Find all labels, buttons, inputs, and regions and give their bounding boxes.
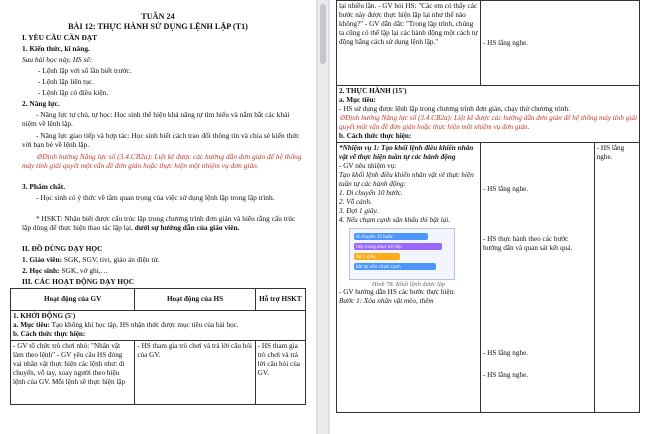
warmup-method: b. Cách thức thực hiện: xyxy=(13,330,86,338)
practice-objective-label: a. Mục tiêu: xyxy=(339,96,376,104)
task1-step: 1. Di chuyển 10 bước. xyxy=(339,189,403,197)
materials-student xyxy=(22,266,108,275)
hs-listen-2: - HS lắng nghe. xyxy=(482,349,529,357)
hskt-listen: - HS lắng nghe. xyxy=(596,144,625,161)
page-gap-scrollbar[interactable] xyxy=(318,0,328,434)
materials-student-label: 2. Học sinh: xyxy=(22,266,60,275)
section-activities: III. CÁC HOẠT ĐỘNG DẠY HỌC xyxy=(22,277,135,286)
practice-digital-note: ⊘Định hướng Năng lực số (3.4.CB2a): Liệt kê được các hướng dẫn đơn giản để hệ thống máy tính giải quyết một vấn đề đơn giản hoặc thực hiện một nhiệm vụ đơn giản. xyxy=(339,114,637,131)
activities-table xyxy=(10,288,306,405)
warmup-objective-label: a. Mục tiêu: xyxy=(13,321,50,329)
header-gv: Hoạt động của GV xyxy=(11,289,135,311)
task1-guide: - GV hướng dẫn HS các bước thực hiện: xyxy=(339,288,456,296)
warmup-objective-text: Tạo không khí học tập, HS nhận thức được mục tiêu của bài học. xyxy=(49,321,239,329)
task1-step: 3. Đợi 1 giây. xyxy=(339,207,379,215)
task1-step: 2. Vỗ cánh. xyxy=(339,198,372,206)
digital-competence-note: ⊘Định hướng Năng lực số (3.4.CB2a): Liệt kê được các hướng dẫn đơn giản để hệ thống máy tính giải quyết một vấn đề đơn giản hoặc thực hiện một nhiệm vụ đơn giản. xyxy=(22,152,302,171)
practice-objective-text: - HS sử dụng được lệnh lặp trong chương trình đơn giản, chạy thử chương trình. xyxy=(339,105,570,113)
hs-listen-3: - HS lắng nghe. xyxy=(482,371,529,379)
warmup-section xyxy=(11,311,306,341)
hs-practice: - HS thực hành theo các bước hướng dẫn và quan sát kết quả. xyxy=(482,235,573,252)
task1-gv-activity xyxy=(337,143,481,413)
knowledge-intro: Sau bài học này, HS sẽ: xyxy=(22,55,93,64)
task1-step1: Bước 1: Xóa nhân vật mèo, thêm xyxy=(339,297,434,305)
hs-listen-1: - HS lắng nghe. xyxy=(482,185,529,193)
section-requirements: I. YÊU CẦU CẦN ĐẠT xyxy=(22,33,98,42)
materials-teacher xyxy=(22,255,159,264)
scrollbar-thumb[interactable] xyxy=(320,4,326,64)
task1-desc: Tạo khối lệnh điều khiển nhân vật vẽ thực hiện tuần tự các hành động: xyxy=(339,171,474,188)
warmup-title: 1. KHỞI ĐỘNG (5') xyxy=(13,312,76,320)
warmup-hs-activity: - HS tham gia trò chơi và trả lời câu hỏi của GV. xyxy=(135,341,255,405)
materials-teacher-text: SGK, SGV, tivi, giáo án điện tử. xyxy=(62,255,160,264)
task1-line: - GV nêu nhiệm vụ: xyxy=(339,162,397,170)
block-bounce: bật lại nếu chạm cạnh xyxy=(354,263,436,270)
week-heading: TUẦN 24 xyxy=(141,12,175,21)
task1-step: 4. Nếu chạm cạnh sân khấu thì bật lại. xyxy=(339,216,450,224)
subsection-competence: 2. Năng lực. xyxy=(22,99,60,108)
block-next-costume: tiếp trang phục kế tiếp xyxy=(354,243,442,250)
practice-title: 2. THỰC HÀNH (15') xyxy=(339,87,407,95)
document-page-right xyxy=(330,0,650,434)
warmup-objective xyxy=(13,321,303,330)
lesson-title: BÀI 12: THỰC HÀNH SỬ DỤNG LỆNH LẶP (T1) xyxy=(68,22,248,31)
qualities-text: - Học sinh có ý thức về tầm quan trọng của việc sử dụng lệnh lặp trong lập trình. xyxy=(36,193,275,202)
hskt-note-text: * HSKT: Nhận biết được cấu trúc lặp trong chương trình đơn giản và hiểu rằng cấu trúc lặp dùng để thực hiện thao tác lặp lại, xyxy=(22,214,296,233)
subsection-qualities: 3. Phẩm chất. xyxy=(22,182,66,191)
intro-gv-activity: lại nhiều lần. - GV hỏi HS: "Các em có thấy các bước này được thực hiện lặp lại như thế nào không?" - GV dẫn dắt: "Trong lập trình, chúng ta cũng có thể lặp lại các hành động một cách tự động bằng cách sử dụng lệnh lặp." xyxy=(337,1,481,86)
materials-teacher-label: 1. Giáo viên: xyxy=(22,255,63,264)
warmup-hskt-activity: - HS tham gia trò chơi và trả lời câu hỏi của GV. xyxy=(255,341,305,405)
block-wait: đợi 1 giây xyxy=(354,253,400,260)
practice-table xyxy=(336,0,640,413)
figure-caption: Hình 78. Khối lệnh được lặp xyxy=(371,281,446,288)
scratch-code-image xyxy=(349,228,455,280)
section-materials: II. ĐỒ DÙNG DẠY HỌC xyxy=(22,244,103,253)
subsection-knowledge: 1. Kiến thức, kĩ năng. xyxy=(22,44,90,53)
knowledge-item: - Lệnh lặp liên tục. xyxy=(38,77,95,86)
practice-method: b. Cách thức thực hiện: xyxy=(339,132,412,140)
hskt-note xyxy=(22,214,306,233)
materials-student-text: SGK, vở ghi,… xyxy=(59,266,109,275)
document-page-left xyxy=(0,0,316,434)
header-hs: Hoạt động của HS xyxy=(135,289,255,311)
practice-section xyxy=(337,86,640,143)
task1-hskt-activity xyxy=(594,143,639,413)
competence-collaboration: - Năng lực giao tiếp và hợp tác: Học sinh biết cách trao đổi thông tin và chia sẻ kiến thức với bạn bè về lệnh lặp. xyxy=(22,131,300,150)
intro-hs-activity: - HS lắng nghe. xyxy=(480,1,639,86)
block-move: di chuyển 10 bước xyxy=(354,233,428,240)
code-figure xyxy=(339,225,478,281)
hskt-note-emphasis: dưới sự hướng dẫn của giáo viên. xyxy=(134,223,240,233)
task1-title: *Nhiệm vụ 1: Tạo khối lệnh điều khiển nhân vật vẽ thực hiện tuần tự các hành động xyxy=(339,144,474,161)
knowledge-item: - Lệnh lặp với số lần biết trước. xyxy=(38,66,132,75)
competence-self-study: - Năng lực tự chủ, tự học: Học sinh thể hiện khả năng tự tìm hiểu và nắm bắt các khái niệm về lệnh lặp. xyxy=(22,110,290,129)
task1-hs-activity xyxy=(480,143,594,413)
header-hskt: Hỗ trợ HSKT xyxy=(255,289,305,311)
knowledge-item: - Lệnh lặp có điều kiện. xyxy=(38,88,109,97)
warmup-gv-activity: - GV tổ chức trò chơi nhỏ: "Nhân vật làm theo lệnh" - GV yêu cầu HS đóng vai nhân vật thực hiện các lệnh như: di chuyển, vỗ tay, xoay người theo hiệu lệnh của GV. Mỗi lệnh sẽ thực hiện lặp xyxy=(11,341,135,405)
